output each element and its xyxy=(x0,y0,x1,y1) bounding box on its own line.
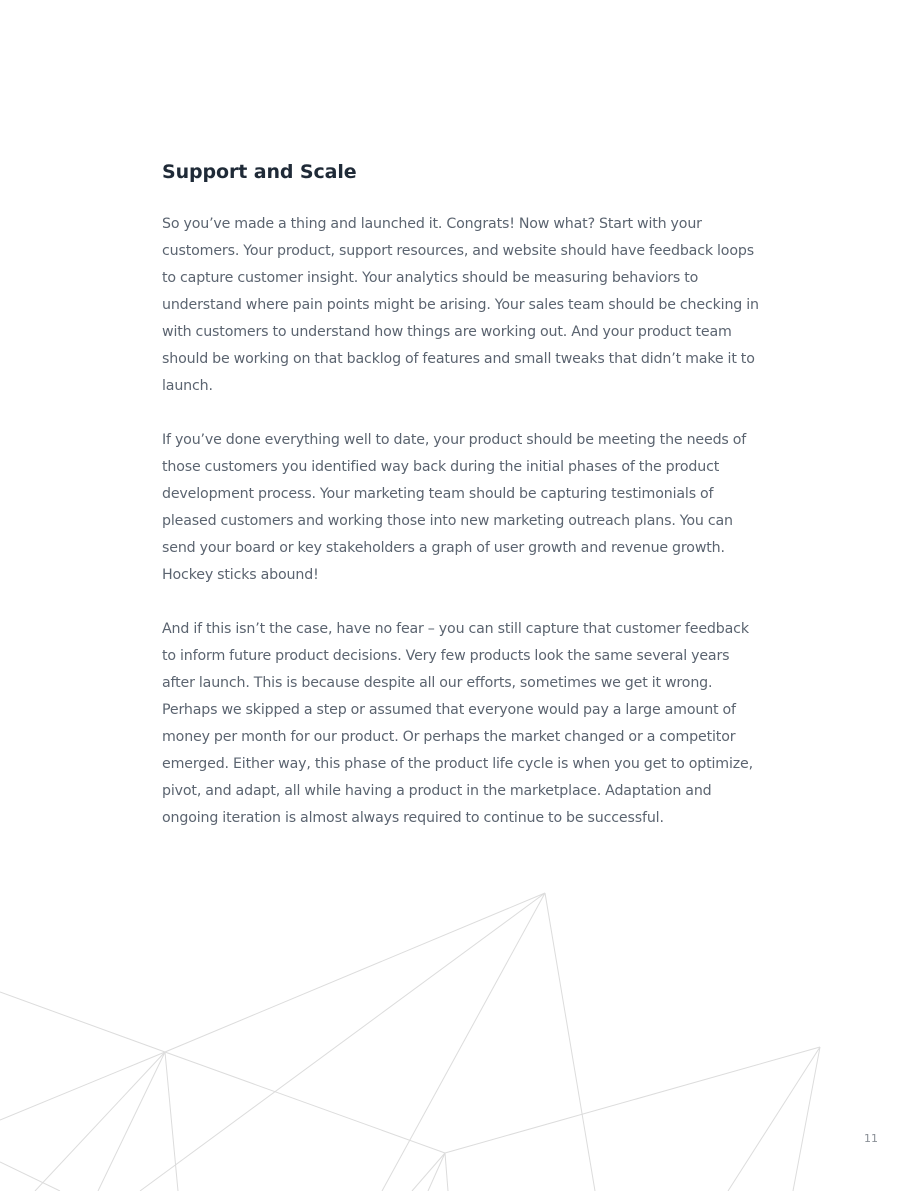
body-paragraph: So you’ve made a thing and launched it. Congrats! Now what? Start with your customers. Your product, support resources, and website should have feedback loops to capture customer insight. Your analytics should be measuring behaviors to understand where pain points might be arising. Your sales team should be checking in with customers to understand how things are working out. And your product team should be working on that backlog of features and small tweaks that didn’t make it to launch. xyxy=(162,216,759,394)
page-number: 11 xyxy=(864,1132,878,1145)
document-content xyxy=(162,157,762,832)
section-heading: Support and Scale xyxy=(162,161,357,183)
body-paragraph: And if this isn’t the case, have no fear – you can still capture that customer feedback to inform future product decisions. Very few products look the same several years after launch. This is because despite all our efforts, sometimes we get it wrong. Perhaps we skipped a step or assumed that everyone would pay a large amount of money per month for our product. Or perhaps the market changed or a competitor emerged. Either way, this phase of the product life cycle is when you get to optimize, pivot, and adapt, all while having a product in the marketplace. Adaptation and ongoing iteration is almost always required to continue to be successful. xyxy=(162,621,753,826)
body-paragraph: If you’ve done everything well to date, your product should be meeting the needs of those customers you identified way back during the initial phases of the product development process. Your marketing team should be capturing testimonials of pleased customers and working those into new marketing outreach plans. You can send your board or key stakeholders a graph of user growth and revenue growth. Hockey sticks abound! xyxy=(162,432,747,583)
